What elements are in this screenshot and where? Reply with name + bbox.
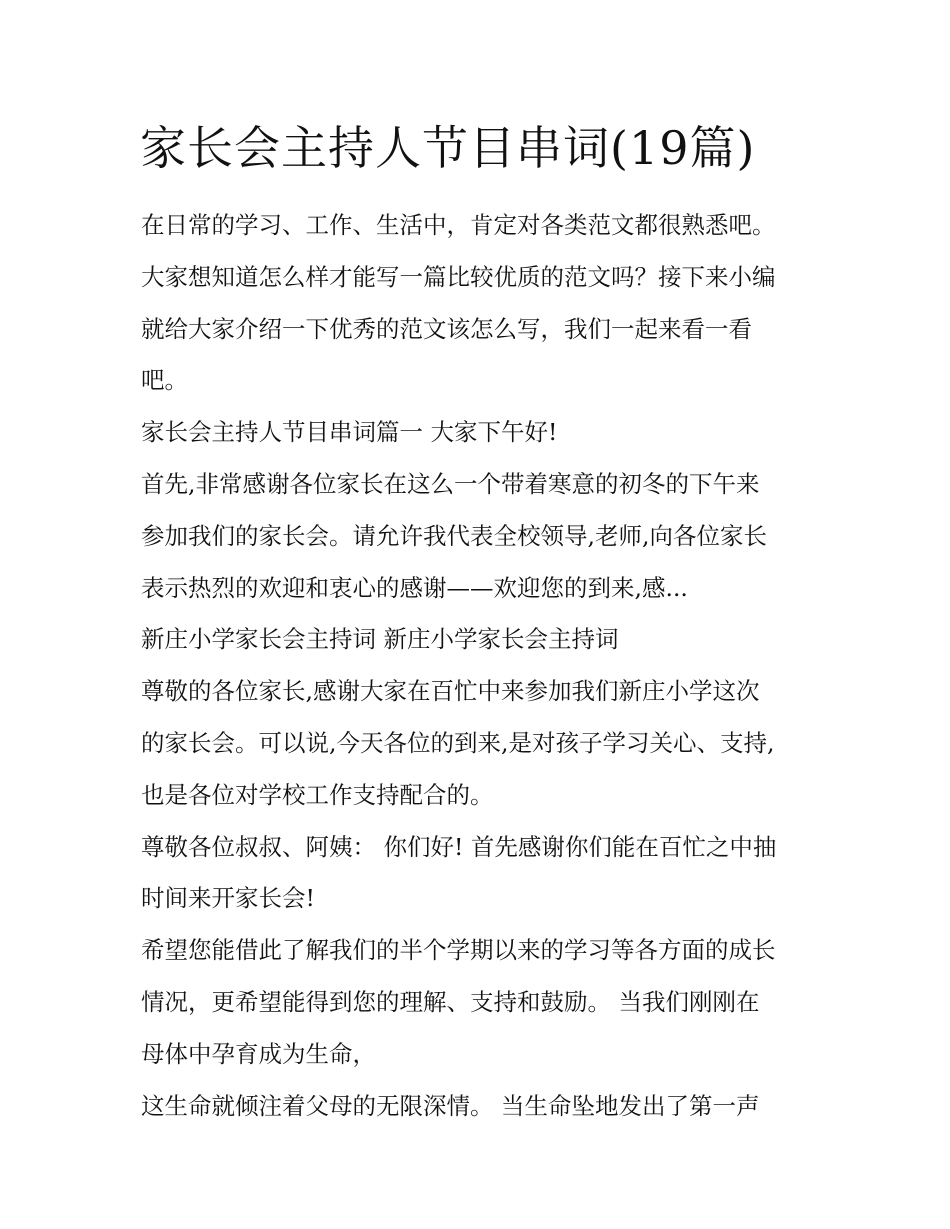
text-line: 这生命就倾注着父母的无限深情。 当生命坠地发出了第一声 <box>141 1091 760 1120</box>
text-line: 也是各位对学校工作支持配合的。 <box>141 780 494 809</box>
text-line: 希望您能借此了解我们的半个学期以来的学习等各方面的成长 <box>141 936 776 965</box>
section-heading-line: 家长会主持人节目串词篇一 大家下午好! <box>141 418 558 447</box>
document-body <box>141 200 821 1132</box>
text-line: 的家长会。可以说,今天各位的到来,是对孩子学习关心、支持, <box>141 728 775 757</box>
text-line: 参加我们的家长会。请允许我代表全校领导,老师,向各位家长 <box>141 521 767 550</box>
text-line: 首先,非常感谢各位家长在这么一个带着寒意的初冬的下午来 <box>141 469 760 498</box>
text-line: 情况，更希望能得到您的理解、支持和鼓励。 当我们刚刚在 <box>141 987 760 1016</box>
section-heading-line: 新庄小学家长会主持词 新庄小学家长会主持词 <box>141 625 619 654</box>
text-line: 尊敬各位叔叔、阿姨： 你们好! 首先感谢你们能在百忙之中抽 <box>141 832 777 861</box>
text-line: 大家想知道怎么样才能写一篇比较优质的范文吗？接下来小编 <box>141 262 776 291</box>
text-line: 母体中孕育成为生命， <box>141 1039 376 1068</box>
text-line: 吧。 <box>141 366 188 395</box>
text-line: 在日常的学习、工作、生活中，肯定对各类范文都很熟悉吧。 <box>141 211 776 239</box>
text-line: 就给大家介绍一下优秀的范文该怎么写，我们一起来看一看 <box>141 314 752 343</box>
document-title: 家长会主持人节目串词(19篇) <box>140 121 756 175</box>
text-line: 尊敬的各位家长,感谢大家在百忙中来参加我们新庄小学这次 <box>141 677 760 706</box>
text-line: 表示热烈的欢迎和衷心的感谢——欢迎您的到来,感... <box>141 573 688 602</box>
text-line: 时间来开家长会! <box>141 884 315 913</box>
